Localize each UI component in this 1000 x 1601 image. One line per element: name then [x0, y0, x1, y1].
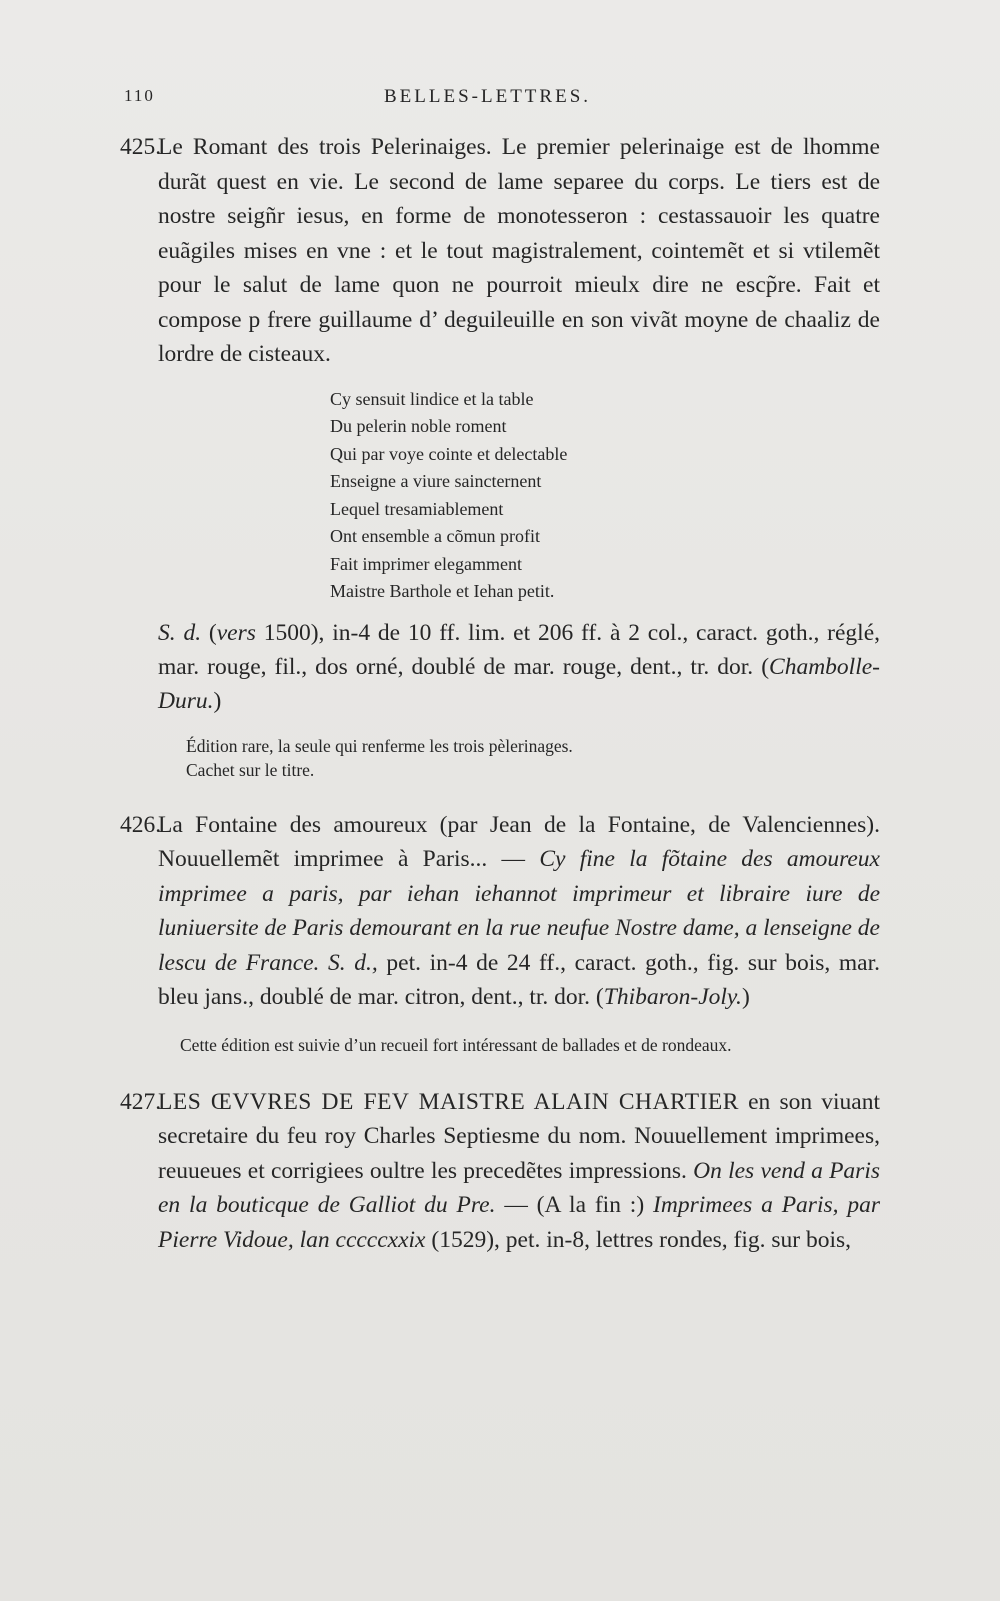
colophon: Cy fine la fõtaine des amoureux imprimee a paris, par iehan iehannot imprimeur et libraire iure de luniuersite de Paris demourant en la rue neufue Nostre dame, a lenseigne de lescu de France. S. d.,: [158, 846, 880, 976]
entry-description: en son viuant secretaire du feu roy Charles Septiesme du nom. Nouuellement imprimees, reuueues et corrigiees oultre les precedẽtes impressions.: [158, 1088, 880, 1184]
entry-description: La Fontaine des amoureux (par Jean de la Fontaine, de Valenciennes). Nouuellemẽt imprimee à Paris... —: [158, 811, 880, 872]
entry-text: [120, 130, 880, 372]
entry-number: 426.: [120, 811, 162, 838]
collation-end: ): [741, 984, 750, 1010]
collation: (1529), pet. in-8, lettres rondes, fig. sur bois,: [425, 1226, 852, 1253]
entry-text: [120, 808, 880, 1015]
collation-part: ): [213, 687, 222, 714]
collation: [120, 616, 880, 718]
note-line: Cette édition est suivie d’un recueil fort intéressant de ballades et de rondeaux.: [180, 1034, 732, 1055]
verse-line: Cy sensuit lindice et la table: [330, 388, 534, 409]
collation: pet. in-4 de 24 ff., caract. goth., fig. sur bois, mar. bleu jans., doublé de mar. citron, dent., tr. dor. (: [158, 949, 880, 1010]
running-title: BELLES-LETTRES.: [384, 86, 592, 107]
entry-427: [120, 1085, 880, 1258]
verse-line: Lequel tresamiablement: [330, 498, 504, 519]
collation-italic: vers: [216, 619, 256, 646]
verse-line: Fait imprimer elegamment: [330, 553, 522, 574]
entry-description: Le Romant des trois Pelerinaiges. Le premier pelerinaige est de lhomme durãt quest en vie. Le second de lame separee du corps. Le tiers est de nostre seigñr iesus, en forme de monotesseron : cestassauoir les quatre euãgiles mises en vne : et le tout magistralement, cointemẽt et si vtilemẽt pour le salut de lame quon ne pourroit mieulx dire ne escp̃re. Fait et compose p frere guillaume d’ deguileuille en son vivãt moyne de chaaliz de lordre de cisteaux.: [158, 134, 880, 367]
note-line: Édition rare, la seule qui renferme les trois pèlerinages.: [186, 735, 573, 756]
verse-line: Du pelerin noble roment: [330, 416, 507, 436]
binder-name: Chambolle-Duru.: [158, 653, 880, 714]
page-body: [120, 130, 880, 1257]
binder-name: Thibaron-Joly.: [603, 984, 742, 1010]
verse-line: Ont ensemble a cõmun profit: [330, 526, 540, 546]
page-number: 110: [124, 86, 155, 105]
entry-number: 425.: [120, 134, 162, 160]
collation-part: 1500), in-4 de 10 ff. lim. et 206 ff. à 2 col., caract. goth., réglé, mar. rouge, fil., dos orné, doublé de mar. rouge, dent., tr. dor. (: [158, 619, 881, 680]
note-line: Cachet sur le titre.: [186, 759, 315, 780]
collation-part: (: [201, 619, 217, 646]
entry-note: [120, 1033, 880, 1057]
imprint: On les vend a Paris en la bouticque de Galliot du Pre.: [158, 1157, 880, 1218]
entry-425: [120, 130, 880, 782]
entry-number: 427.: [120, 1088, 162, 1115]
entry-description-2: — (A la fin :): [495, 1192, 654, 1218]
entry-text: [120, 1085, 880, 1258]
verse-line: Enseigne a viure saincternent: [330, 471, 542, 491]
verse-block: [330, 386, 880, 606]
entry-note: [120, 734, 880, 782]
entry-426: [120, 808, 880, 1057]
date-note: S. d.: [158, 619, 202, 646]
verse-line: Qui par voye cointe et delectable: [330, 443, 568, 464]
colophon: Imprimees a Paris, par Pierre Vidoue, lan cccccxxix: [158, 1192, 880, 1253]
entry-title: LES ŒVVRES DE FEV MAISTRE ALAIN CHARTIER: [158, 1088, 739, 1115]
page-header: [124, 86, 624, 116]
verse-line: Maistre Barthole et Iehan petit.: [330, 581, 555, 601]
